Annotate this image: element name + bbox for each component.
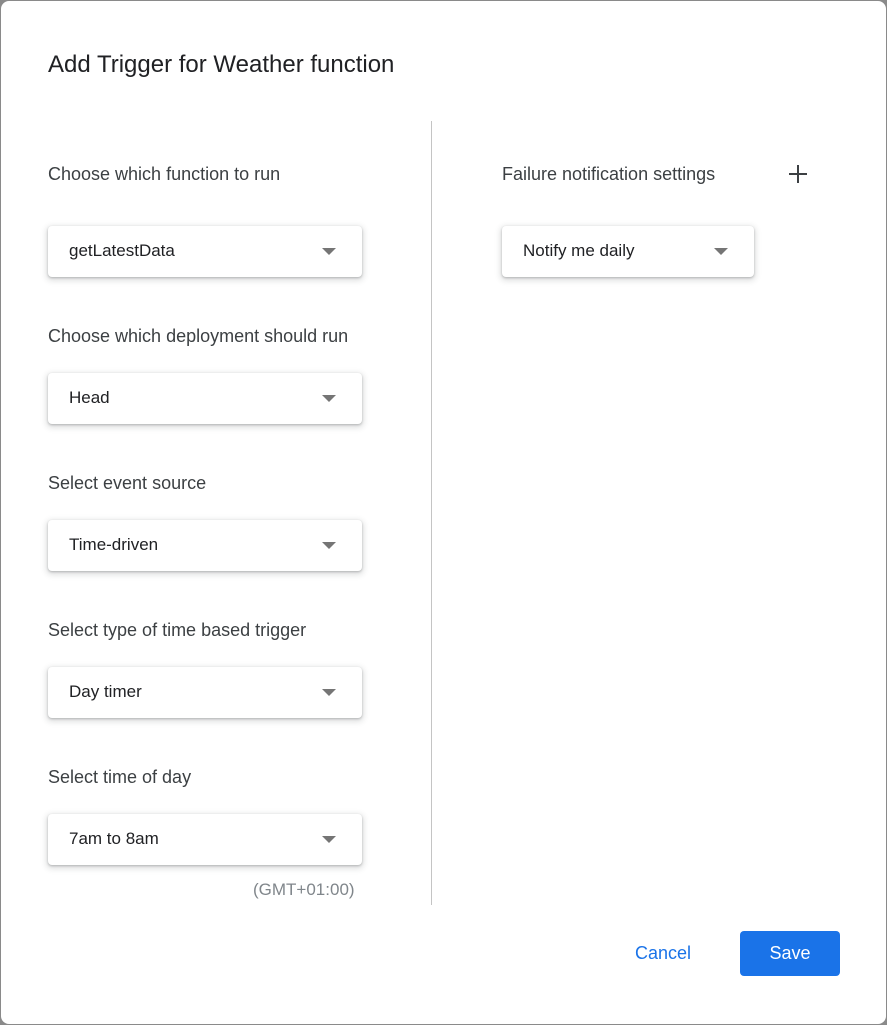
chevron-down-icon [322,689,336,696]
failure-notification-select[interactable] [502,226,754,277]
event-source-select-value: Time-driven [69,535,159,554]
event-source-label: Select event source [48,473,207,493]
chevron-down-icon [322,836,336,843]
timezone-note: (GMT+01:00) [253,880,355,899]
time-of-day-label: Select time of day [48,767,192,787]
save-button[interactable]: Save [740,931,840,976]
chevron-down-icon [714,248,728,255]
chevron-down-icon [322,248,336,255]
failure-notification-label: Failure notification settings [502,164,716,184]
dialog-title: Add Trigger for Weather function [48,51,395,78]
add-trigger-dialog [1,1,886,1024]
function-label: Choose which function to run [48,164,281,184]
function-select[interactable] [48,226,362,277]
cancel-button[interactable]: Cancel [619,931,707,975]
trigger-type-select-value: Day timer [69,682,142,701]
plus-icon[interactable] [787,163,809,185]
chevron-down-icon [322,395,336,402]
time-of-day-select-value: 7am to 8am [69,829,159,848]
deployment-label: Choose which deployment should run [48,326,349,346]
trigger-type-label: Select type of time based trigger [48,620,307,640]
chevron-down-icon [322,542,336,549]
column-divider [431,121,432,905]
trigger-type-select[interactable] [48,667,362,718]
time-of-day-select[interactable] [48,814,362,865]
function-select-value: getLatestData [69,241,175,260]
event-source-select[interactable] [48,520,362,571]
deployment-select-value: Head [69,388,110,407]
failure-notification-select-value: Notify me daily [523,241,635,260]
deployment-select[interactable] [48,373,362,424]
